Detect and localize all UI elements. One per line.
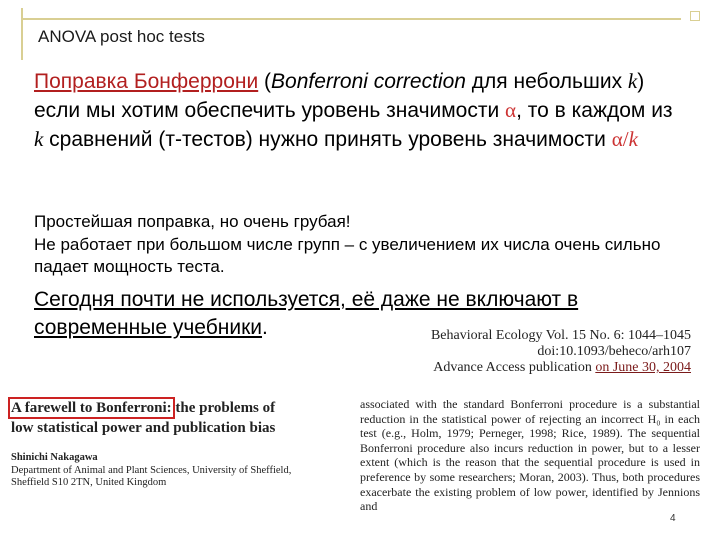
paper-title: A farewell to Bonferroni: the problems of low statistical power and publication bias [11, 400, 276, 436]
slide-vertical-rule [21, 8, 23, 60]
bonferroni-paragraph: Поправка Бонферрони (Bonferroni correction для небольших k) если мы хотим обеспечить уровень значимости α, то в каждом из k сравнений (т-тестов) нужно принять уровень значимости α/k [34, 69, 673, 151]
page-number: 4 [670, 513, 676, 524]
paper-title-highlight: A farewell to Bonferroni: [11, 400, 172, 416]
alpha-symbol: α [505, 98, 517, 122]
slide-corner-square [690, 11, 700, 21]
journal-citation: Behavioral Ecology Vol. 15 No. 6: 1044–1045 doi:10.1093/beheco/arh107 Advance Access publication on June 30, 2004 [430, 328, 691, 375]
paper-excerpt: associated with the standard Bonferroni procedure is a substantial reduction in the statistical power of rejecting an incorrect H₀ in each test (e.g., Holm, 1979; Perneger, 1998; Rice, 1989). The sequential Bonferroni procedure also incurs reduction in power, but to a lesser extent (which is the reason that the sequential procedure is used in preference by some researchers; Moran, 2003). Thus, both procedures exacerbate the existing problem of low power, identified by Jennions and [360, 397, 700, 514]
publication-date: on June 30, 2004 [595, 360, 691, 375]
paper-author: Shinichi Nakagawa Department of Animal and Plant Sciences, University of Sheffield, Sheffield S10 2TN, United Kingdom [11, 452, 292, 488]
usage-note: Сегодня почти не используется, её даже не включают в современные учебники. [34, 288, 579, 339]
english-term: Bonferroni correction [271, 70, 466, 93]
caveat-text: Простейшая поправка, но очень грубая! Не работает при большом числе групп – с увеличением их числа очень сильно падает мощность теста. [34, 212, 661, 276]
slide-title: ANOVA post hoc tests [38, 27, 205, 46]
slide-horizontal-rule [21, 18, 681, 20]
bonferroni-highlight: Поправка Бонферрони [34, 70, 259, 93]
